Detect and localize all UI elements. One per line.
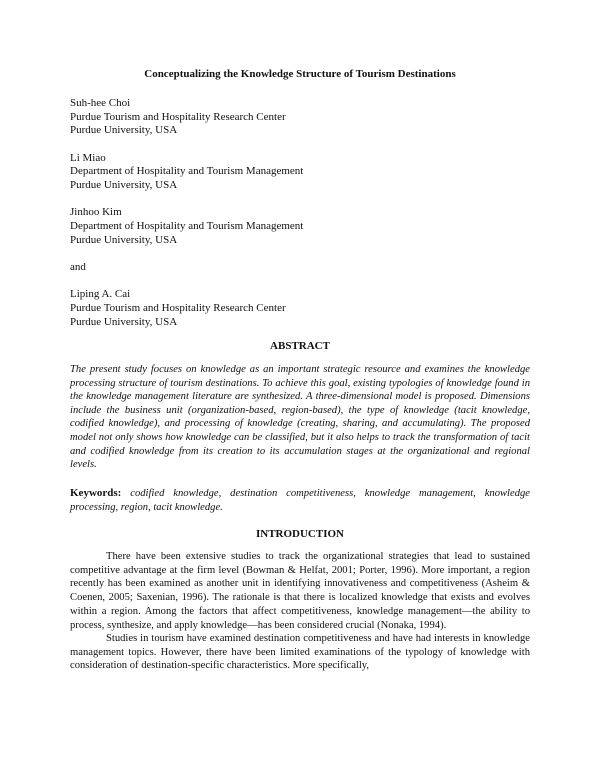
- author-institution: Purdue University, USA: [70, 315, 178, 328]
- author-institution: Purdue University, USA: [70, 124, 178, 137]
- author-block: [70, 288, 530, 329]
- author-name: Liping A. Cai: [70, 288, 131, 301]
- author-name: Li Miao: [70, 151, 106, 164]
- author-block: [70, 97, 530, 138]
- and-separator: and: [70, 261, 86, 274]
- keywords-line: [70, 487, 530, 514]
- paper-title: Conceptualizing the Knowledge Structure of Tourism Destinations: [144, 68, 456, 80]
- author-name: Jinhoo Kim: [70, 206, 122, 219]
- author-block: [70, 152, 530, 193]
- author-list: [70, 97, 530, 343]
- introduction-heading: INTRODUCTION: [255, 528, 344, 540]
- keywords-label: Keywords:: [70, 487, 122, 499]
- author-affiliation: Purdue Tourism and Hospitality Research Center: [70, 110, 286, 123]
- author-block: [70, 206, 530, 247]
- intro-paragraph-2: Studies in tourism have examined destination competitiveness and have had interests in knowledge management topics. However, there have been limited examinations of the typology of knowledge with consideration of destination-specific characteristics. More specifically,: [70, 633, 530, 672]
- abstract-text: The present study focuses on knowledge as an important strategic resource and examines the knowledge processing structure of tourism destinations. To achieve this goal, existing typologies of knowledge found in the knowledge management literature are synthesized. A three-dimensional model is proposed. Dimensions include the business unit (organization-based, region-based), the type of knowledge (tacit knowledge, codified knowledge), and processing of knowledge (creating, sharing, and accumulating). The proposed model not only shows how knowledge can be classified, but it also helps to track the transformation of tacit and codified knowledge from its creation to its accumulation stages at the organizational and regional levels.: [70, 364, 530, 471]
- keywords-text: codified knowledge, destination competitiveness, knowledge management, knowledge processing, region, tacit knowledge.: [70, 488, 530, 513]
- abstract-heading: ABSTRACT: [270, 340, 330, 352]
- author-affiliation: Purdue Tourism and Hospitality Research Center: [70, 302, 286, 315]
- author-institution: Purdue University, USA: [70, 179, 178, 192]
- author-affiliation: Department of Hospitality and Tourism Management: [70, 220, 304, 233]
- intro-paragraph-1: There have been extensive studies to track the organizational strategies that lead to sustained competitive advantage at the firm level (Bowman & Helfat, 2001; Porter, 1996). More important, a region recently has been examined as another unit in identifying innovativeness and competitiveness (Asheim & Coenen, 2005; Saxenian, 1996). The rationale is that there is localized knowledge that exists and evolves within a region. Among the factors that affect competitiveness, knowledge management—the ability to process, synthesize, and apply knowledge—has been considered crucial (Nonaka, 1994).: [70, 551, 530, 631]
- author-institution: Purdue University, USA: [70, 233, 178, 246]
- author-name: Suh-hee Choi: [70, 97, 131, 109]
- author-affiliation: Department of Hospitality and Tourism Management: [70, 165, 304, 178]
